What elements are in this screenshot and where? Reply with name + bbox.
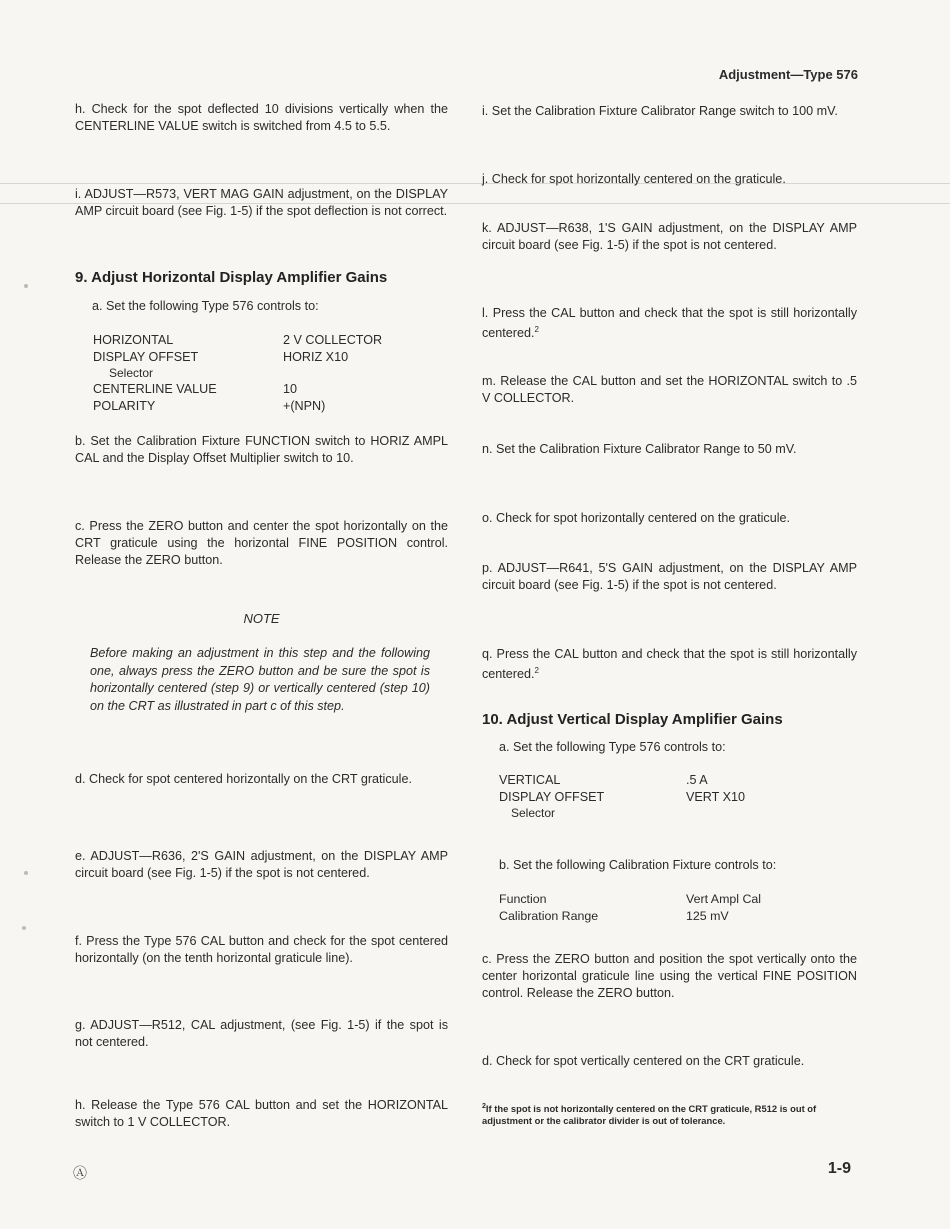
step-d-left: d. Check for spot centered horizontally on the CRT graticule. — [75, 772, 412, 786]
section-10-heading: 10. Adjust Vertical Display Amplifier Gains — [482, 711, 783, 728]
footnote-text: If the spot is not horizontally centered on the CRT graticule, R512 is out of adjustment or the calibrator divider is out of tolerance. — [482, 1103, 817, 1127]
control-value: VERT X10 — [686, 790, 746, 804]
scan-speck — [24, 871, 28, 875]
control-name: DISPLAY OFFSET — [93, 350, 199, 364]
control-name: CENTERLINE VALUE — [93, 382, 217, 396]
step-q-text: q. Press the CAL button and check that the spot is still horizontally centered. — [482, 647, 857, 681]
footnote-number: 2 — [482, 1103, 486, 1110]
footnote-ref: 2 — [534, 324, 539, 334]
footnote-ref: 2 — [534, 665, 539, 675]
table-row — [499, 806, 839, 821]
controls-table-left — [93, 332, 433, 415]
section-9-heading: 9. Adjust Horizontal Display Amplifier Gains — [75, 269, 388, 286]
control-name: POLARITY — [93, 399, 156, 413]
step-c-left: c. Press the ZERO button and center the spot horizontally on the CRT graticule using the horizontal FINE POSITION control. Release the ZERO button. — [75, 519, 448, 567]
table-row — [93, 381, 433, 398]
step-l-right — [482, 305, 857, 342]
control-value: 10 — [283, 382, 298, 396]
step-b-right: b. Set the following Calibration Fixture controls to: — [499, 858, 777, 872]
step-c-right: c. Press the ZERO button and position the spot vertically onto the center horizontal graticule line using the vertical FINE POSITION control. Release the ZERO button. — [482, 952, 857, 1000]
fixture-value: Vert Ampl Cal — [686, 892, 762, 906]
table-row — [499, 891, 839, 908]
step-j-right: j. Check for spot horizontally centered on the graticule. — [482, 172, 786, 186]
step-d-right: d. Check for spot vertically centered on the CRT graticule. — [482, 1054, 805, 1068]
note-body: Before making an adjustment in this step and the following one, always press the ZERO button and be sure the spot is horizontally centered (step 9) or vertically centered (step 10) on the CRT as illustrated in part c of this step. — [90, 646, 430, 713]
step-i-right: i. Set the Calibration Fixture Calibrator Range switch to 100 mV. — [482, 104, 838, 118]
page-number: 1-9 — [827, 1160, 851, 1177]
step-h-top: h. Check for the spot deflected 10 divisions vertically when the CENTERLINE VALUE switch is switched from 4.5 to 5.5. — [75, 102, 448, 133]
control-name: DISPLAY OFFSET — [499, 790, 605, 804]
note-title: NOTE — [243, 611, 280, 626]
step-i-left: i. ADJUST—R573, VERT MAG GAIN adjustment, on the DISPLAY AMP circuit board (see Fig. 1-5) if the spot deflection is not correct. — [75, 187, 448, 218]
table-row — [93, 349, 433, 366]
control-value: HORIZ X10 — [283, 350, 349, 364]
fixture-table — [499, 891, 839, 925]
control-name: Selector — [109, 366, 154, 380]
controls-table-right — [499, 772, 839, 821]
step-b-left: b. Set the Calibration Fixture FUNCTION switch to HORIZ AMPL CAL and the Display Offset Multiplier switch to 10. — [75, 434, 448, 465]
fixture-name: Calibration Range — [499, 909, 599, 923]
footnote — [482, 1101, 857, 1127]
step-n-right: n. Set the Calibration Fixture Calibrator Range to 50 mV. — [482, 442, 797, 456]
running-title: Adjustment—Type 576 — [718, 67, 858, 82]
table-row — [499, 908, 839, 925]
control-value: +(NPN) — [283, 399, 326, 413]
step-e-left: e. ADJUST—R636, 2'S GAIN adjustment, on the DISPLAY AMP circuit board (see Fig. 1-5) if the spot is not centered. — [75, 849, 448, 880]
step-p-right: p. ADJUST—R641, 5'S GAIN adjustment, on the DISPLAY AMP circuit board (see Fig. 1-5) if the spot is not centered. — [482, 561, 857, 592]
step-a-right: a. Set the following Type 576 controls to: — [499, 740, 726, 754]
control-value: 2 V COLLECTOR — [283, 333, 383, 347]
step-f-left: f. Press the Type 576 CAL button and check for the spot centered horizontally (on the tenth horizontal graticule line). — [75, 934, 448, 965]
table-row — [93, 332, 433, 349]
publisher-mark: Ⓐ — [73, 1165, 87, 1181]
step-a-left: a. Set the following Type 576 controls to: — [92, 299, 319, 313]
scan-speck — [22, 926, 26, 930]
control-name: Selector — [511, 806, 556, 820]
step-h-left: h. Release the Type 576 CAL button and set the HORIZONTAL switch to 1 V COLLECTOR. — [75, 1098, 448, 1129]
step-q-right — [482, 646, 857, 683]
control-name: VERTICAL — [499, 773, 561, 787]
fixture-value: 125 mV — [686, 909, 729, 923]
scan-speck — [24, 284, 28, 288]
table-row — [93, 366, 433, 381]
step-l-text: l. Press the CAL button and check that the spot is still horizontally centered. — [482, 306, 857, 340]
fixture-name: Function — [499, 892, 547, 906]
control-name: HORIZONTAL — [93, 333, 174, 347]
table-row — [93, 398, 433, 415]
step-k-right: k. ADJUST—R638, 1'S GAIN adjustment, on the DISPLAY AMP circuit board (see Fig. 1-5) if the spot is not centered. — [482, 221, 857, 252]
step-m-right: m. Release the CAL button and set the HORIZONTAL switch to .5 V COLLECTOR. — [482, 374, 857, 405]
step-o-right: o. Check for spot horizontally centered on the graticule. — [482, 511, 791, 525]
control-value: .5 A — [686, 773, 708, 787]
step-g-left: g. ADJUST—R512, CAL adjustment, (see Fig. 1-5) if the spot is not centered. — [75, 1018, 448, 1049]
table-row — [499, 772, 839, 789]
table-row — [499, 789, 839, 806]
